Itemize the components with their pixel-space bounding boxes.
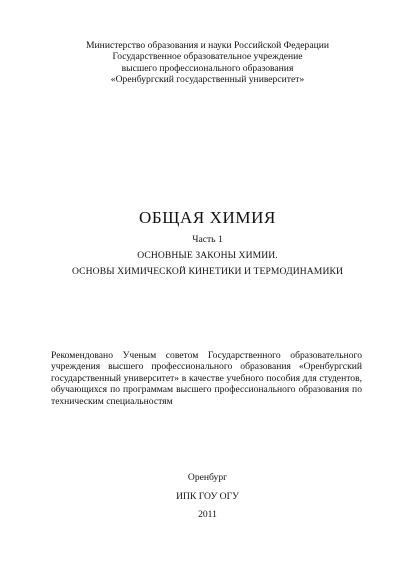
document-subtitle [0, 248, 415, 279]
part-number: Часть 1 [192, 234, 223, 245]
header-line-education-level: высшего профессионального образования [121, 62, 294, 74]
document-title: ОБЩАЯ ХИМИЯ [139, 208, 276, 227]
imprint [0, 469, 415, 525]
imprint-year: 2011 [198, 509, 217, 520]
subtitle-line-2: ОСНОВЫ ХИМИЧЕСКОЙ КИНЕТИКИ И ТЕРМОДИНАМИКИ [72, 265, 343, 277]
recommendation-paragraph [51, 350, 362, 407]
ministry-header [0, 40, 415, 86]
imprint-publisher: ИПК ГОУ ОГУ [176, 490, 239, 502]
imprint-city: Оренбург [187, 472, 228, 483]
subtitle-line-1: ОСНОВНЫЕ ЗАКОНЫ ХИМИИ. [137, 250, 278, 261]
header-line-institution-type: Государственное образовательное учреждение [112, 51, 303, 63]
recommendation-line-4: обучающихся по программам высшего профессионального образования по [51, 384, 362, 396]
header-line-ministry: Министерство образования и науки Российской Федерации [86, 40, 329, 51]
header-line-university-name: «Оренбургский государственный университет» [110, 74, 305, 86]
recommendation-line-5: техническим специальностям [51, 395, 173, 407]
recommendation-line-1: Рекомендовано Ученым советом Государственного образовательного [51, 350, 362, 361]
title-block [0, 208, 415, 279]
recommendation-line-2: учреждения высшего профессионального образования «Оренбургский [51, 361, 362, 373]
recommendation-line-3: государственный университет» в качестве учебного пособия для студентов, [51, 372, 362, 384]
